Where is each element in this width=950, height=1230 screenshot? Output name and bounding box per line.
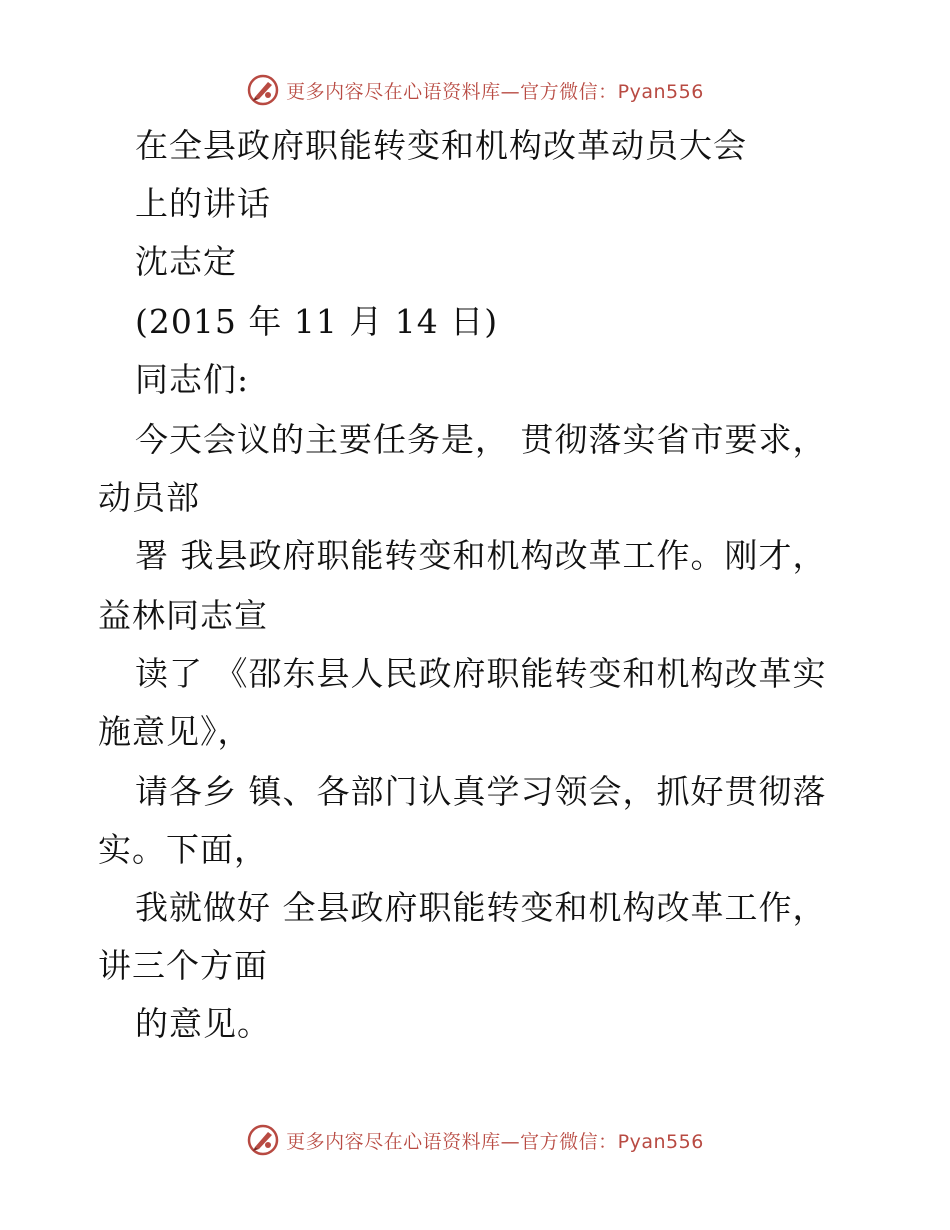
banner-text: 更多内容尽在心语资料库—官方微信：Pyan556 [286, 80, 704, 103]
pen-logo-icon [246, 1123, 280, 1157]
doc-paragraph-line: 施意见》， [98, 712, 252, 751]
doc-date: (2015 年 11 月 14 日) [135, 302, 499, 341]
doc-paragraph-line: 实。下面， [98, 830, 268, 869]
banner-text: 更多内容尽在心语资料库—官方微信：Pyan556 [286, 1130, 704, 1153]
doc-paragraph-line: 的意见。 [135, 1004, 271, 1043]
doc-paragraph-line: 讲三个方面 [98, 946, 268, 985]
doc-author: 沈志定 [135, 242, 237, 281]
doc-paragraph-line: 署 我县政府职能转变和机构改革工作。刚才， [135, 536, 827, 575]
doc-paragraph-line: 请各乡 镇、各部门认真学习领会，抓好贯彻落 [135, 772, 827, 811]
doc-title-line-1: 在全县政府职能转变和机构改革动员大会 [135, 126, 747, 165]
doc-paragraph-line: 我就做好 全县政府职能转变和机构改革工作， [135, 888, 827, 927]
footer-banner [0, 1120, 950, 1160]
doc-paragraph-line: 益林同志宣 [98, 596, 268, 635]
doc-title-line-2: 上的讲话 [135, 184, 271, 223]
doc-paragraph-line: 今天会议的主要任务是， 贯彻落实省市要求， [135, 420, 827, 459]
doc-salutation: 同志们: [135, 360, 250, 399]
doc-paragraph-line: 读了 《邵东县人民政府职能转变和机构改革实 [135, 654, 827, 693]
doc-paragraph-line: 动员部 [98, 478, 200, 517]
